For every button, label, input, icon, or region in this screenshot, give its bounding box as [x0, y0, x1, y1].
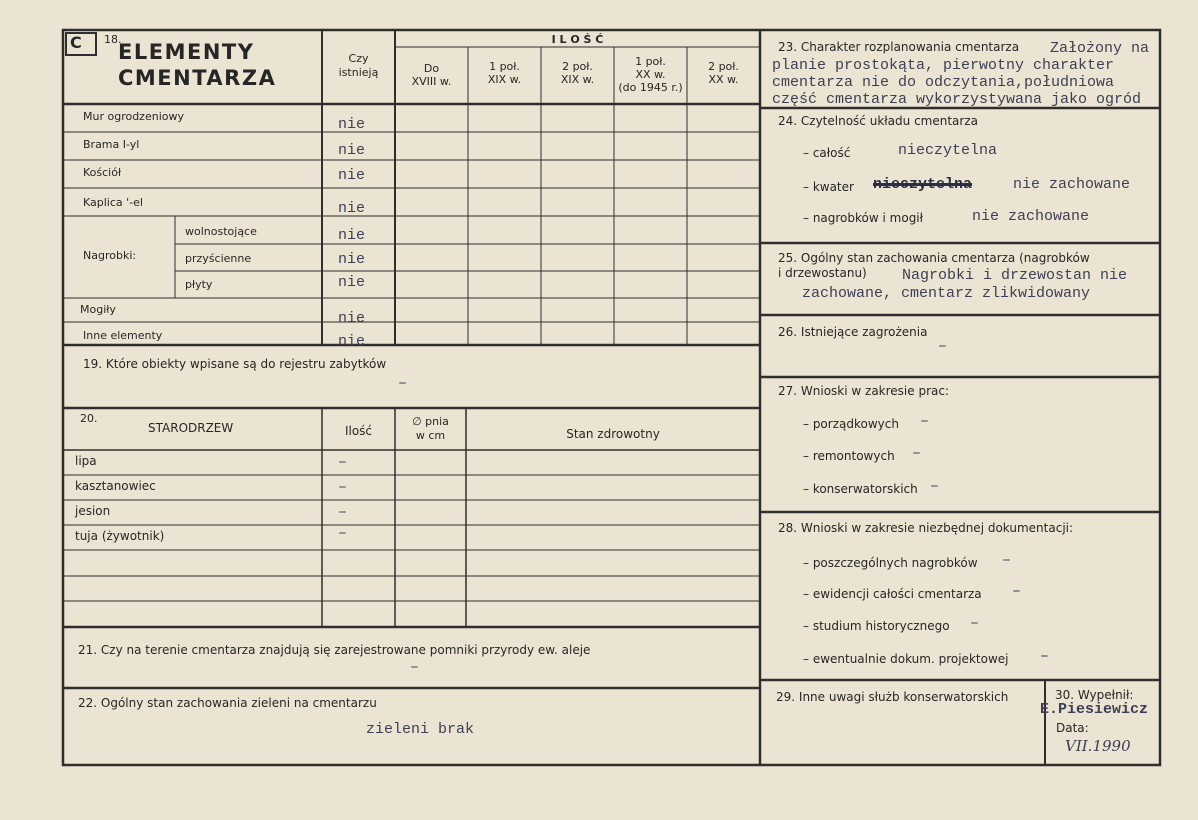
row-label-gate: Brama I-yl — [83, 138, 140, 151]
s25-value-line2: zachowane, cmentarz zlikwidowany — [802, 285, 1091, 302]
row-label-other: Inne elementy — [83, 329, 163, 342]
row-value-wall-mounted: nie — [338, 251, 366, 268]
s28-item1-label: – poszczególnych nagrobków — [803, 556, 978, 570]
s24-item2-value: nie zachowane — [1013, 176, 1131, 193]
s29-label: 29. Inne uwagi służb konserwatorskich — [776, 690, 1009, 704]
row-label-church: Kościół — [83, 166, 122, 179]
s28-item4-label: – ewentualnie dokum. projektowej — [803, 652, 1009, 666]
s27-item2-value: – — [912, 445, 922, 462]
row-label-standalone: wolnostojące — [185, 225, 257, 238]
period-4-line1: 1 poł. — [635, 55, 666, 68]
s25-value-line1: Nagrobki i drzewostan nie — [902, 267, 1128, 284]
row-value-slabs: nie — [338, 274, 366, 291]
s18-title-line1: ELEMENTY — [118, 40, 255, 64]
s24-item1-label: – całość — [803, 146, 851, 160]
s28-item1-value: – — [1002, 552, 1012, 569]
period-5-line2: XX w. — [708, 73, 739, 86]
col-stan: Stan zdrowotny — [566, 427, 660, 441]
s27-item2-label: – remontowych — [803, 449, 895, 463]
col-pnia-line1: ∅ pnia — [412, 415, 449, 428]
s26-value: – — [938, 338, 948, 355]
s30-date-label: Data: — [1056, 721, 1089, 735]
s28-item3-label: – studium historycznego — [803, 619, 950, 633]
s23-line4: część cmentarza wykorzystywana jako ogród — [772, 91, 1142, 108]
row-value-gate: nie — [338, 142, 366, 159]
tree-value-chestnut: – — [338, 479, 348, 496]
row-value-wall: nie — [338, 116, 366, 133]
s27-label: 27. Wnioski w zakresie prac: — [778, 384, 950, 398]
nagrobki-label: Nagrobki: — [83, 249, 137, 262]
row-value-other: nie — [338, 333, 366, 350]
s27-item1-label: – porządkowych — [803, 417, 899, 431]
s20-title: STARODRZEW — [148, 421, 234, 435]
row-value-church: nie — [338, 167, 366, 184]
tree-label-lime: lipa — [75, 454, 97, 468]
s24-item1-value: nieczytelna — [898, 142, 998, 159]
s23-line3: cmentarza nie do odczytania,południowa — [772, 74, 1115, 91]
row-value-graves: nie — [338, 310, 366, 327]
row-label-wall: Mur ogrodzeniowy — [83, 110, 184, 123]
filled-date: VII.1990 — [1065, 737, 1131, 755]
row-label-chapel: Kaplica '-el — [83, 196, 143, 209]
s25-label-line1: 25. Ogólny stan zachowania cmentarza (nagrobków — [778, 251, 1090, 265]
col-exists-line2: istnieją — [338, 66, 379, 79]
s28-label: 28. Wnioski w zakresie niezbędnej dokumentacji: — [778, 521, 1074, 535]
row-label-graves: Mogiły — [80, 303, 116, 316]
s21-value: – — [410, 659, 420, 676]
s21-label: 21. Czy na terenie cmentarza znajdują się zarejestrowane pomniki przyrody ew. aleje — [78, 643, 591, 657]
ilosc-header: I L O Ś Ć — [551, 33, 604, 46]
tree-value-lime: – — [338, 454, 348, 471]
period-2-line2: XIX w. — [487, 73, 522, 86]
s27-item3-label: – konserwatorskich — [803, 482, 918, 496]
row-label-wall-mounted: przyścienne — [185, 252, 252, 265]
s22-label: 22. Ogólny stan zachowania zieleni na cmentarzu — [78, 696, 377, 710]
row-value-chapel: nie — [338, 200, 366, 217]
s24-item2-label: – kwater — [803, 180, 854, 194]
s27-item3-value: – — [930, 478, 940, 495]
tree-value-thuja: – — [338, 525, 348, 542]
s24-item3-value: nie zachowane — [972, 208, 1090, 225]
section-letter: C — [70, 33, 82, 52]
s18-number: 18. — [104, 33, 122, 46]
period-4-line3: (do 1945 r.) — [618, 81, 683, 94]
s28-item4-value: – — [1040, 648, 1050, 665]
s18-title-line2: CMENTARZA — [118, 66, 277, 90]
period-3-line1: 2 poł. — [562, 60, 593, 73]
row-label-slabs: płyty — [185, 278, 213, 291]
s19-value: – — [398, 375, 408, 392]
s20-number: 20. — [80, 412, 98, 425]
period-1-line2: XVIII w. — [411, 75, 452, 88]
s24-item3-label: – nagrobków i mogił — [803, 211, 924, 225]
tree-value-ash: – — [338, 504, 348, 521]
s23-line2: planie prostokąta, pierwotny charakter — [772, 57, 1115, 74]
s26-label: 26. Istniejące zagrożenia — [778, 325, 928, 339]
s28-item3-value: – — [970, 615, 980, 632]
period-2-line1: 1 poł. — [489, 60, 520, 73]
s23-line1: Założony na — [1050, 40, 1150, 57]
col-exists-line1: Czy — [348, 52, 369, 65]
period-3-line2: XIX w. — [560, 73, 595, 86]
s28-item2-label: – ewidencji całości cmentarza — [803, 587, 982, 601]
period-1-line1: Do — [423, 62, 440, 75]
col-ilosc: Ilość — [344, 424, 373, 438]
tree-label-thuja: tuja (żywotnik) — [75, 529, 165, 543]
s22-value: zieleni brak — [366, 721, 475, 738]
tree-label-chestnut: kasztanowiec — [75, 479, 156, 493]
period-5-line1: 2 poł. — [708, 60, 739, 73]
filled-by-name: E.Piesiewicz — [1040, 701, 1149, 718]
s23-label: 23. Charakter rozplanowania cmentarza — [778, 40, 1020, 54]
period-4-line2: XX w. — [635, 68, 666, 81]
row-value-standalone: nie — [338, 227, 366, 244]
s25-label-line2: i drzewostanu) — [778, 266, 867, 280]
s19-label: 19. Które obiekty wpisane są do rejestru zabytków — [83, 357, 387, 371]
s24-label: 24. Czytelność układu cmentarza — [778, 114, 978, 128]
s27-item1-value: – — [920, 413, 930, 430]
s30-label: 30. Wypełnił: — [1055, 688, 1134, 702]
col-pnia-line2: w cm — [415, 429, 446, 442]
s28-item2-value: – — [1012, 583, 1022, 600]
s24-item2-struck: nieczytelna — [873, 176, 973, 193]
tree-label-ash: jesion — [75, 504, 111, 518]
